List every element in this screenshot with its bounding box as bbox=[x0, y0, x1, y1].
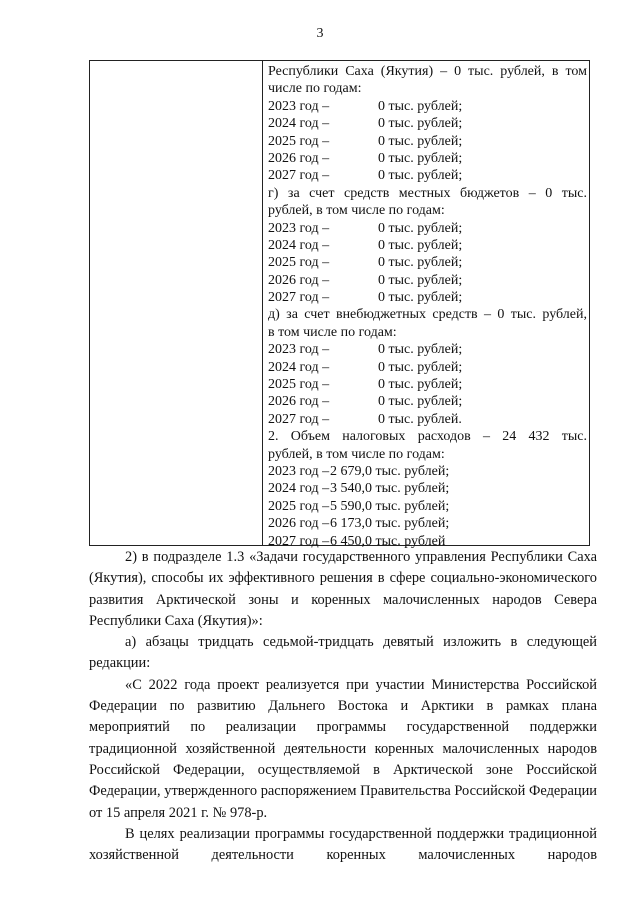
table-line bbox=[268, 150, 587, 167]
amount-value: 0 тыс. рублей; bbox=[378, 237, 463, 253]
table-line bbox=[268, 167, 587, 184]
amount-value: 0 тыс. рублей; bbox=[378, 220, 463, 236]
table-line: г) за счет средств местных бюджетов – 0 тыс. bbox=[268, 185, 587, 201]
document-body bbox=[89, 547, 597, 866]
year-label: 2026 год – bbox=[268, 516, 330, 532]
amount-value: 0 тыс. рублей; bbox=[378, 290, 463, 306]
table-line bbox=[268, 393, 587, 410]
table-line bbox=[268, 98, 587, 115]
table-line: Республики Саха (Якутия) – 0 тыс. рублей, в том bbox=[268, 64, 587, 79]
amount-value: 0 тыс. рублей; bbox=[378, 272, 463, 288]
paragraph-subsection-1-3: 2) в подразделе 1.3 «Задачи государственного управления Республики Саха (Якутия), способы их эффективного решения в сфере социально-экономического развития Арктической зоны и коренных малочисленных народов Севера Республики Саха (Якутия)»: bbox=[89, 549, 597, 629]
table-line bbox=[268, 515, 587, 532]
table-line bbox=[268, 463, 587, 480]
funding-table-cell bbox=[268, 63, 587, 550]
table-line: рублей, в том числе по годам: bbox=[268, 446, 445, 462]
year-label: 2027 год – bbox=[268, 533, 330, 549]
table-line bbox=[268, 289, 587, 306]
table-line: числе по годам: bbox=[268, 81, 362, 97]
table-column-divider bbox=[262, 61, 263, 545]
year-label: 2025 год – bbox=[268, 133, 330, 149]
year-label: 2026 год – bbox=[268, 272, 330, 288]
paragraph-edit-instruction: а) абзацы тридцать седьмой-тридцать девятый изложить в следующей редакции: bbox=[89, 634, 597, 672]
table-line bbox=[268, 480, 587, 497]
year-label: 2025 год – bbox=[268, 377, 330, 393]
amount-value: 0 тыс. рублей; bbox=[378, 98, 463, 114]
amount-value: 0 тыс. рублей; bbox=[378, 342, 463, 358]
table-line: д) за счет внебюджетных средств – 0 тыс. рублей, bbox=[268, 307, 587, 323]
year-label: 2024 год – bbox=[268, 237, 330, 253]
table-line bbox=[268, 359, 587, 376]
table-line bbox=[268, 237, 587, 254]
year-label: 2026 год – bbox=[268, 394, 330, 410]
amount-value: 0 тыс. рублей; bbox=[378, 133, 463, 149]
table-line bbox=[268, 341, 587, 358]
year-label: 2027 год – bbox=[268, 290, 330, 306]
amount-value: 0 тыс. рублей; bbox=[378, 116, 463, 132]
table-line: в том числе по годам: bbox=[268, 324, 397, 340]
amount-value: 2 679,0 тыс. рублей; bbox=[330, 463, 450, 479]
amount-value: 0 тыс. рублей; bbox=[378, 168, 463, 184]
amount-value: 5 590,0 тыс. рублей; bbox=[330, 498, 450, 514]
table-line: рублей, в том числе по годам: bbox=[268, 203, 445, 219]
year-label: 2024 год – bbox=[268, 481, 330, 497]
table-line bbox=[268, 133, 587, 150]
year-label: 2023 год – bbox=[268, 220, 330, 236]
amount-value: 0 тыс. рублей; bbox=[378, 377, 463, 393]
amount-value: 6 173,0 тыс. рублей; bbox=[330, 516, 450, 532]
amount-value: 3 540,0 тыс. рублей; bbox=[330, 481, 450, 497]
table-line bbox=[268, 220, 587, 237]
amount-value: 6 450,0 тыс. рублей bbox=[330, 533, 446, 549]
amount-value: 0 тыс. рублей; bbox=[378, 150, 463, 166]
year-label: 2027 год – bbox=[268, 411, 330, 427]
year-label: 2023 год – bbox=[268, 463, 330, 479]
year-label: 2025 год – bbox=[268, 498, 330, 514]
table-line bbox=[268, 254, 587, 271]
year-label: 2025 год – bbox=[268, 255, 330, 271]
paragraph-continuation: В целях реализации программы государственной поддержки традиционной хозяйственной деятельности коренных малочисленных народов bbox=[89, 825, 597, 864]
table-line bbox=[268, 411, 587, 428]
year-label: 2023 год – bbox=[268, 342, 330, 358]
table-line bbox=[268, 498, 587, 515]
year-label: 2027 год – bbox=[268, 168, 330, 184]
table-line bbox=[268, 272, 587, 289]
year-label: 2023 год – bbox=[268, 98, 330, 114]
amount-value: 0 тыс. рублей; bbox=[378, 394, 463, 410]
year-label: 2024 год – bbox=[268, 359, 330, 375]
funding-table bbox=[89, 60, 590, 549]
amount-value: 0 тыс. рублей; bbox=[378, 359, 463, 375]
table-line bbox=[268, 115, 587, 132]
paragraph-quoted-text: «С 2022 года проект реализуется при участии Министерства Российской Федерации по развитию Дальнего Востока и Арктики в рамках плана мероприятий по реализации программы государственной поддержки традиционной хозяйственной деятельности коренных малочисленных народов Российской Федерации, осуществляемой в Арктической зоне Российской Федерации, утвержденного распоряжением Правительства Российской Федерации от 15 апреля 2021 г. № 978-р. bbox=[89, 676, 597, 821]
page-number: 3 bbox=[316, 26, 324, 41]
table-line: 2. Объем налоговых расходов – 24 432 тыс. bbox=[268, 429, 587, 445]
amount-value: 0 тыс. рублей; bbox=[378, 255, 463, 271]
year-label: 2026 год – bbox=[268, 150, 330, 166]
amount-value: 0 тыс. рублей. bbox=[378, 411, 462, 427]
year-label: 2024 год – bbox=[268, 116, 330, 132]
table-line bbox=[268, 376, 587, 393]
